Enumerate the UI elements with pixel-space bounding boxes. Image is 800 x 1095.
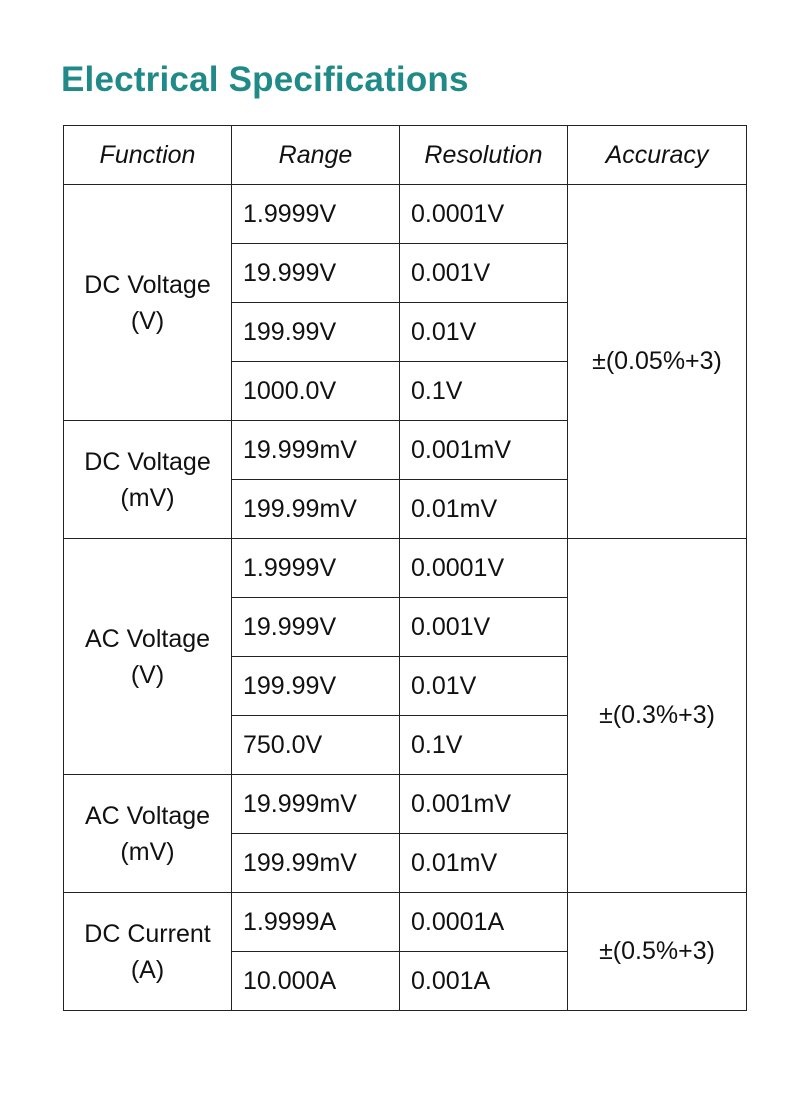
function-unit: (V)	[130, 306, 165, 335]
page-title: Electrical Specifications	[61, 60, 469, 99]
resolution-cell: 0.0001A	[400, 893, 568, 952]
function-unit: (A)	[130, 955, 165, 984]
resolution-cell: 0.001V	[400, 244, 568, 303]
header-row	[64, 126, 747, 185]
resolution-cell: 0.0001V	[400, 539, 568, 598]
function-unit: (mV)	[120, 483, 175, 512]
spec-table	[63, 125, 747, 1011]
range-cell: 199.99mV	[232, 834, 400, 893]
table-row	[64, 185, 747, 244]
resolution-cell: 0.1V	[400, 362, 568, 421]
function-cell-ac-voltage-v	[64, 539, 232, 775]
resolution-cell: 0.001mV	[400, 421, 568, 480]
function-cell-dc-current-a	[64, 893, 232, 1011]
header-range: Range	[232, 126, 400, 185]
function-cell-ac-voltage-mv	[64, 775, 232, 893]
resolution-cell: 0.01V	[400, 303, 568, 362]
resolution-cell: 0.1V	[400, 716, 568, 775]
range-cell: 1.9999A	[232, 893, 400, 952]
range-cell: 199.99mV	[232, 480, 400, 539]
range-cell: 19.999V	[232, 244, 400, 303]
function-unit: (V)	[130, 660, 165, 689]
accuracy-cell-ac-voltage: ±(0.3%+3)	[568, 539, 747, 893]
resolution-cell: 0.001mV	[400, 775, 568, 834]
resolution-cell: 0.001V	[400, 598, 568, 657]
resolution-cell: 0.0001V	[400, 185, 568, 244]
range-cell: 10.000A	[232, 952, 400, 1011]
range-cell: 19.999V	[232, 598, 400, 657]
range-cell: 199.99V	[232, 303, 400, 362]
function-label: AC Voltage	[84, 801, 211, 830]
header-accuracy: Accuracy	[568, 126, 747, 185]
function-cell-dc-voltage-v	[64, 185, 232, 421]
function-label: DC Current	[84, 919, 211, 948]
range-cell: 19.999mV	[232, 421, 400, 480]
range-cell: 1.9999V	[232, 185, 400, 244]
function-cell-dc-voltage-mv	[64, 421, 232, 539]
function-label: AC Voltage	[84, 624, 211, 653]
accuracy-cell-dc-voltage: ±(0.05%+3)	[568, 185, 747, 539]
function-unit: (mV)	[120, 837, 175, 866]
range-cell: 19.999mV	[232, 775, 400, 834]
header-resolution: Resolution	[400, 126, 568, 185]
resolution-cell: 0.01mV	[400, 480, 568, 539]
range-cell: 199.99V	[232, 657, 400, 716]
function-label: DC Voltage	[84, 270, 211, 299]
table-row	[64, 893, 747, 952]
resolution-cell: 0.01V	[400, 657, 568, 716]
resolution-cell: 0.001A	[400, 952, 568, 1011]
table-row	[64, 539, 747, 598]
range-cell: 1.9999V	[232, 539, 400, 598]
range-cell: 750.0V	[232, 716, 400, 775]
range-cell: 1000.0V	[232, 362, 400, 421]
header-function: Function	[64, 126, 232, 185]
resolution-cell: 0.01mV	[400, 834, 568, 893]
function-label: DC Voltage	[84, 447, 211, 476]
accuracy-cell-dc-current: ±(0.5%+3)	[568, 893, 747, 1011]
